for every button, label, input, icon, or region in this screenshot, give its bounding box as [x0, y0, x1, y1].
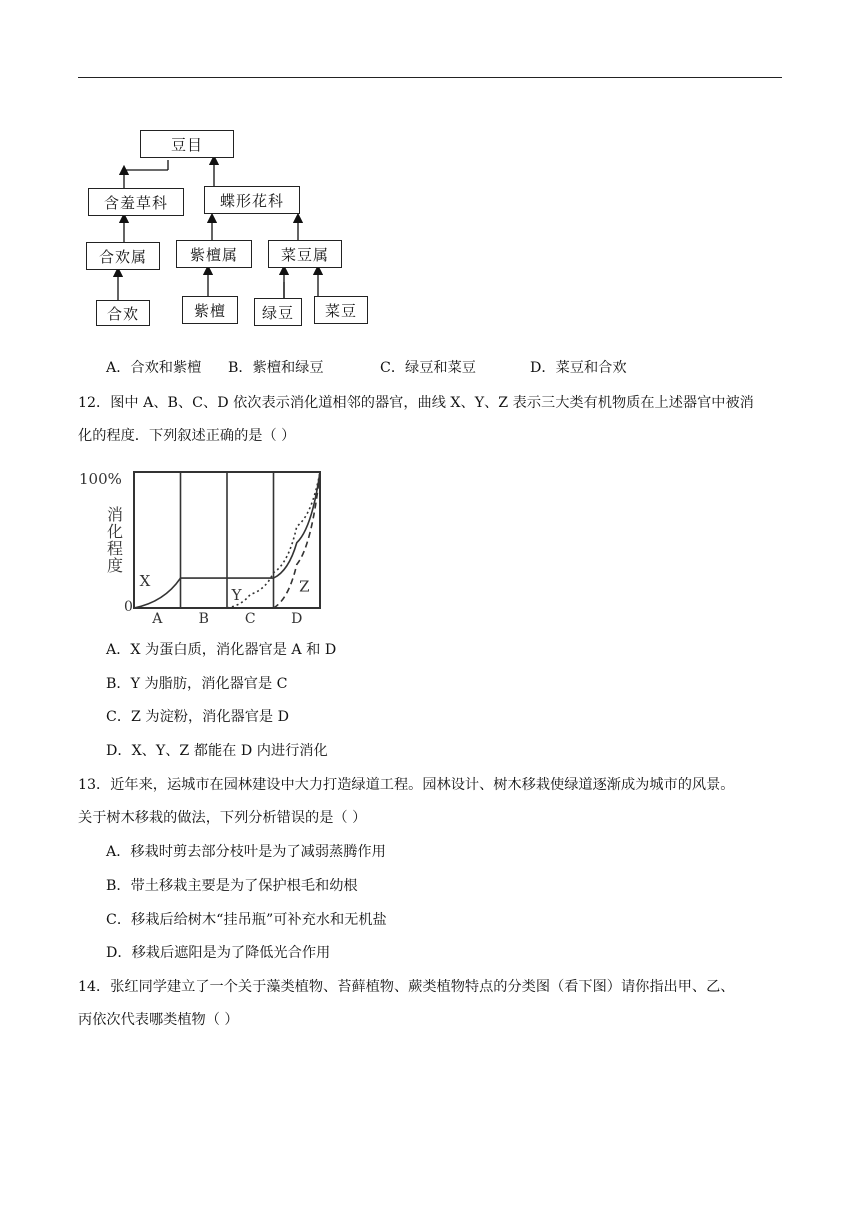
genus-box-phaseolus: 菜豆属 — [268, 240, 342, 268]
species-box-albizia: 合欢 — [96, 300, 150, 326]
q12-stem-line2: 化的程度．下列叙述正确的是（ ） — [78, 428, 296, 444]
x-tick-label-C: C — [244, 611, 256, 624]
species-box-mung-bean: 绿豆 — [254, 298, 302, 326]
q13-option-d: D．移栽后遮阳是为了降低光合作用 — [106, 945, 331, 961]
species-box-pterocarpus: 紫檀 — [182, 296, 238, 324]
q13-option-a: A．移栽时剪去部分枝叶是为了减弱蒸腾作用 — [106, 844, 386, 860]
family-box-papilionaceae: 蝶形花科 — [204, 186, 300, 214]
q14-stem-line2: 丙依次代表哪类植物（ ） — [78, 1012, 239, 1028]
series-label-Z: Z — [299, 577, 310, 596]
q13-option-c: C．移栽后给树木“挂吊瓶”可补充水和无机盐 — [106, 912, 387, 928]
digestion-chart — [78, 462, 336, 624]
q12-stem-line1: 12．图中 A、B、C、D 依次表示消化道相邻的器官，曲线 X、Y、Z 表示三大类有机物质在上述器官中被消 — [78, 395, 754, 411]
order-box: 豆目 — [140, 130, 234, 158]
family-box-mimosaceae: 含羞草科 — [88, 188, 184, 216]
q13-stem-line1: 13．近年来，运城市在园林建设中大力打造绿道工程。园林设计、树木移栽使绿道逐渐成为城市的风景。 — [78, 777, 735, 793]
x-tick-label-B: B — [198, 611, 209, 624]
series-line-Z — [274, 472, 321, 608]
genus-box-albizia: 合欢属 — [86, 242, 160, 270]
q13-stem-line2: 关于树木移栽的做法，下列分析错误的是（ ） — [78, 810, 367, 826]
x-tick-label-D: D — [291, 611, 303, 624]
y-bottom-label: 0 — [124, 599, 133, 615]
q12-option-d: D．X、Y、Z 都能在 D 内进行消化 — [106, 743, 328, 759]
q11-option-c: C．绿豆和菜豆 — [380, 360, 476, 376]
q14-stem-line1: 14．张红同学建立了一个关于藻类植物、苔藓植物、蕨类植物特点的分类图（看下图）请你指出甲、乙、 — [78, 979, 735, 995]
header-rule — [78, 77, 782, 78]
y-top-label: 100% — [79, 470, 122, 488]
classification-tree — [78, 118, 388, 338]
series-label-X: X — [139, 572, 151, 591]
q11-option-a: A．合欢和紫檀 — [106, 360, 202, 376]
q11-option-b: B．紫檀和绿豆 — [228, 360, 324, 376]
y-axis-label: 消化程度 — [104, 506, 124, 574]
q13-option-b: B．带土移栽主要是为了保护根毛和幼根 — [106, 878, 358, 894]
digestion-chart-svg — [78, 462, 336, 624]
q11-option-d: D．菜豆和合欢 — [530, 360, 627, 376]
genus-box-pterocarpus: 紫檀属 — [176, 240, 252, 268]
species-box-kidney-bean: 菜豆 — [314, 296, 368, 324]
q12-option-b: B．Y 为脂肪，消化器官是 C — [106, 676, 288, 692]
x-tick-label-A: A — [152, 611, 163, 624]
q12-option-a: A．X 为蛋白质，消化器官是 A 和 D — [106, 642, 337, 658]
q12-option-c: C．Z 为淀粉，消化器官是 D — [106, 709, 289, 725]
series-label-Y: Y — [231, 585, 242, 604]
